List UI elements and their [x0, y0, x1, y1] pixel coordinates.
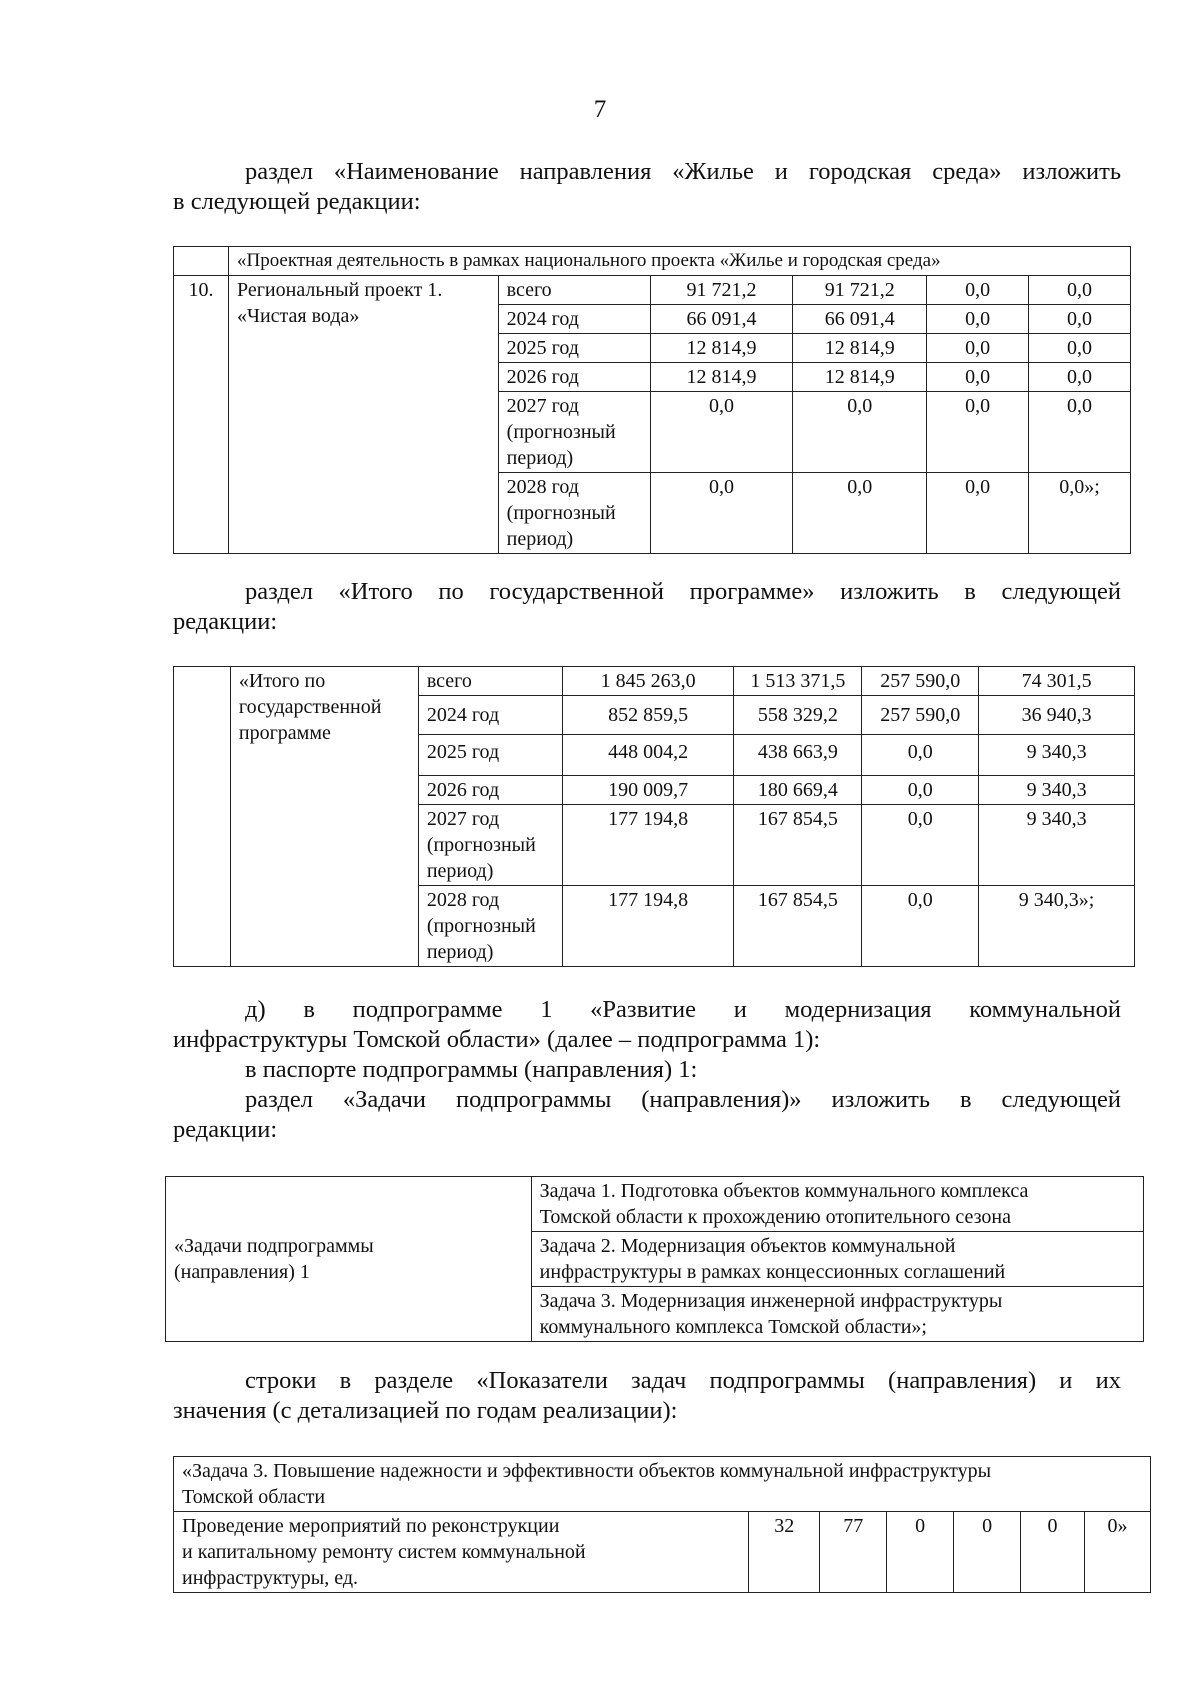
period-cell: 2026 год [418, 776, 562, 805]
value-cell: 0,0 [927, 363, 1029, 392]
value-cell: 9 340,3 [979, 805, 1135, 886]
period-cell: 2026 год [498, 363, 650, 392]
indicator-line: и капитальному ремонту систем коммунальной [182, 1541, 586, 1563]
value-cell: 9 340,3»; [979, 886, 1135, 967]
value-cell: 0» [1084, 1512, 1150, 1593]
period-line: (прогнозный [426, 834, 536, 856]
value-cell: 91 721,2 [793, 276, 927, 305]
project-name [228, 276, 498, 554]
paragraph-2 [173, 577, 1121, 637]
period-cell: всего [418, 667, 562, 696]
task-line: Задача 3. Модернизация инженерной инфраструктуры [539, 1290, 1003, 1312]
paragraph-line: д) в подпрограмме 1 «Развитие и модернизация коммунальной [245, 996, 1121, 1023]
paragraph-line: редакции: [173, 1116, 278, 1143]
paragraph-line: в паспорте подпрограммы (направления) 1: [245, 1056, 698, 1083]
value-cell: 0,0 [650, 473, 793, 554]
period-line: 2028 год [506, 476, 579, 498]
value-cell: 0,0 [862, 776, 979, 805]
page-number: 7 [593, 96, 607, 123]
total-name-line: «Итого по [238, 670, 326, 692]
value-cell: 0,0 [793, 473, 927, 554]
section-header: «Проектная деятельность в рамках национального проекта «Жилье и городская среда» [228, 247, 1130, 276]
total-name-line: программе [238, 722, 331, 744]
value-cell: 0,0 [793, 392, 927, 473]
value-cell: 0,0 [927, 392, 1029, 473]
value-cell: 180 669,4 [734, 776, 862, 805]
period-cell [418, 886, 562, 967]
value-cell: 257 590,0 [862, 667, 979, 696]
value-cell: 0 [954, 1512, 1021, 1593]
value-cell: 167 854,5 [734, 886, 862, 967]
task-line: коммунального комплекса Томской области»; [539, 1316, 927, 1338]
value-cell: 91 721,2 [650, 276, 793, 305]
period-line: 2027 год [426, 808, 500, 830]
row-number: 10. [174, 276, 229, 554]
task-line: Задача 2. Модернизация объектов коммунальной [539, 1235, 956, 1257]
value-cell: 558 329,2 [734, 696, 862, 735]
paragraph-line: раздел «Задачи подпрограммы (направления)» изложить в следующей [245, 1086, 1121, 1113]
value-cell: 0,0 [1029, 363, 1131, 392]
value-cell: 448 004,2 [562, 735, 734, 776]
value-cell: 12 814,9 [793, 334, 927, 363]
value-cell: 0 [1021, 1512, 1085, 1593]
value-cell: 190 009,7 [562, 776, 734, 805]
value-cell: 0,0 [927, 276, 1029, 305]
table-header-row [174, 247, 1131, 276]
period-line: (прогнозный [426, 915, 536, 937]
value-cell: 257 590,0 [862, 696, 979, 735]
paragraph-line: редакции: [173, 608, 278, 635]
period-line: период) [426, 860, 494, 882]
value-cell: 12 814,9 [793, 363, 927, 392]
value-cell: 66 091,4 [793, 305, 927, 334]
period-cell: 2025 год [418, 735, 562, 776]
period-cell: 2025 год [498, 334, 650, 363]
paragraph-line: строки в разделе «Показатели задач подпрограммы (направления) и их [245, 1367, 1121, 1394]
value-cell: 0,0 [650, 392, 793, 473]
empty-cell [174, 667, 231, 967]
total-name-line: государственной [238, 696, 382, 718]
task-line: Томской области к прохождению отопительного сезона [539, 1206, 1012, 1228]
period-cell: 2024 год [418, 696, 562, 735]
period-cell: всего [498, 276, 650, 305]
period-line: период) [426, 941, 494, 963]
value-cell: 177 194,8 [562, 805, 734, 886]
value-cell: 0,0 [1029, 392, 1131, 473]
task-cell [531, 1177, 1143, 1232]
task-line: Задача 1. Подготовка объектов коммунального комплекса [539, 1180, 1029, 1202]
indicator-line: инфраструктуры, ед. [182, 1567, 358, 1589]
value-cell: 0,0 [1029, 334, 1131, 363]
table-row [174, 667, 1135, 696]
period-cell [498, 473, 650, 554]
period-cell: 2024 год [498, 305, 650, 334]
value-cell: 32 [749, 1512, 820, 1593]
period-line: 2027 год [506, 395, 579, 417]
paragraph-line: инфраструктуры Томской области» (далее – подпрограмма 1): [173, 1026, 821, 1053]
value-cell: 852 859,5 [562, 696, 734, 735]
value-cell: 0,0 [927, 473, 1029, 554]
table-water-project [173, 246, 1131, 554]
table-row [166, 1177, 1144, 1232]
period-cell [418, 805, 562, 886]
paragraph-line: раздел «Итого по государственной программе» изложить в следующей [245, 578, 1121, 605]
total-name [230, 667, 418, 967]
paragraph-line: раздел «Наименование направления «Жилье и городская среда» изложить [245, 158, 1121, 185]
table-task-indicators [173, 1456, 1151, 1593]
value-cell: 0,0 [927, 305, 1029, 334]
table-subprogram-tasks [165, 1176, 1144, 1342]
value-cell: 0,0 [1029, 276, 1131, 305]
period-line: период) [506, 447, 574, 469]
value-cell: 77 [820, 1512, 887, 1593]
indicator-line: Проведение мероприятий по реконструкции [182, 1515, 560, 1537]
table-row [174, 276, 1131, 305]
project-name-line: Региональный проект 1. [236, 279, 443, 301]
paragraph-line: значения (с детализацией по годам реализации): [173, 1397, 678, 1424]
value-cell: 0,0 [927, 334, 1029, 363]
table-header-row [174, 1457, 1151, 1512]
value-cell: 9 340,3 [979, 776, 1135, 805]
indicator-name [174, 1512, 749, 1593]
value-cell: 0,0 [862, 886, 979, 967]
value-cell: 12 814,9 [650, 363, 793, 392]
paragraph-1 [173, 157, 1121, 217]
value-cell: 1 845 263,0 [562, 667, 734, 696]
empty-cell [174, 247, 229, 276]
period-line: (прогнозный [506, 502, 616, 524]
period-line: период) [506, 528, 574, 550]
value-cell: 66 091,4 [650, 305, 793, 334]
task-header [174, 1457, 1151, 1512]
value-cell: 12 814,9 [650, 334, 793, 363]
value-cell: 36 940,3 [979, 696, 1135, 735]
period-line: (прогнозный [506, 421, 616, 443]
value-cell: 0,0 [1029, 305, 1131, 334]
paragraph-line: в следующей редакции: [173, 188, 421, 215]
tasks-label [166, 1177, 532, 1342]
value-cell: 0,0 [862, 735, 979, 776]
task-header-line: «Задача 3. Повышение надежности и эффективности объектов коммунальной инфраструктуры [182, 1460, 992, 1482]
value-cell: 167 854,5 [734, 805, 862, 886]
period-cell [498, 392, 650, 473]
paragraph-4 [173, 1366, 1121, 1426]
value-cell: 0,0»; [1029, 473, 1131, 554]
value-cell: 0 [887, 1512, 954, 1593]
period-line: 2028 год [426, 889, 500, 911]
task-line: инфраструктуры в рамках концессионных соглашений [539, 1261, 1006, 1283]
table-row [174, 1512, 1151, 1593]
value-cell: 0,0 [862, 805, 979, 886]
table-program-total [173, 666, 1135, 967]
task-cell [531, 1287, 1143, 1342]
tasks-label-line: (направления) 1 [174, 1261, 310, 1283]
paragraph-3 [173, 995, 1121, 1145]
value-cell: 438 663,9 [734, 735, 862, 776]
tasks-label-line: «Задачи подпрограммы [174, 1235, 374, 1257]
value-cell: 177 194,8 [562, 886, 734, 967]
task-cell [531, 1232, 1143, 1287]
task-header-line: Томской области [182, 1486, 326, 1508]
project-name-line: «Чистая вода» [236, 305, 360, 327]
value-cell: 74 301,5 [979, 667, 1135, 696]
value-cell: 1 513 371,5 [734, 667, 862, 696]
value-cell: 9 340,3 [979, 735, 1135, 776]
